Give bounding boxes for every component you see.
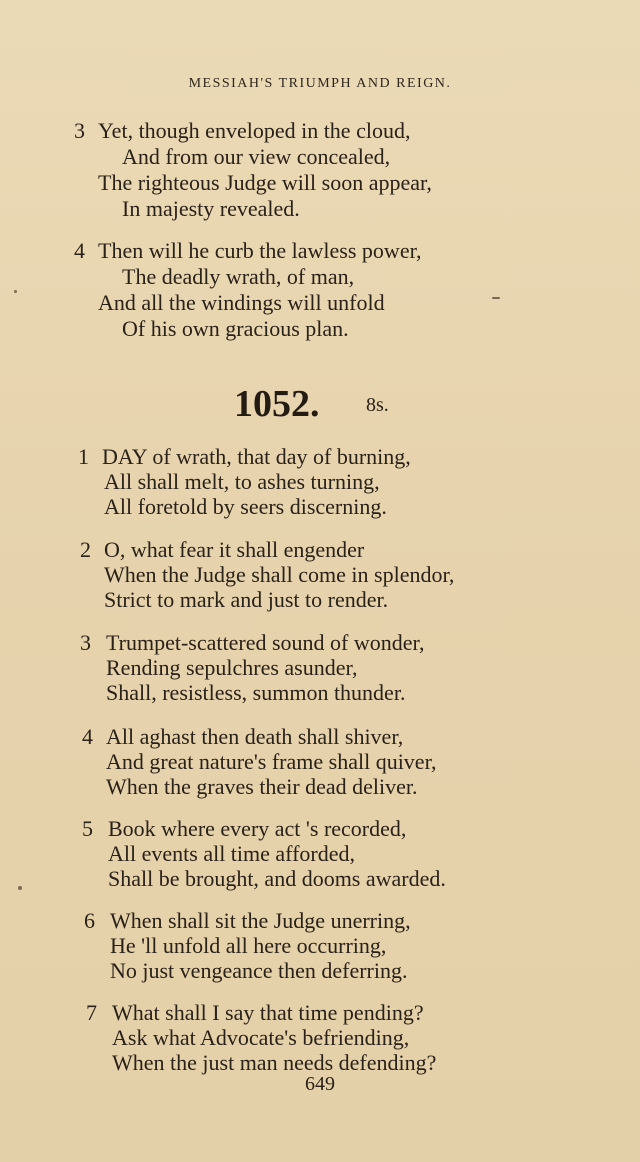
stanza-line: When shall sit the Judge unerring,	[110, 908, 411, 933]
stanza-line: When the just man needs defending?	[112, 1050, 437, 1075]
stanza-line: Shall, resistless, summon thunder.	[106, 680, 406, 705]
stanza-line: In majesty revealed.	[122, 196, 300, 221]
running-head: MESSIAH'S TRIUMPH AND REIGN.	[188, 76, 452, 91]
paper-speck	[14, 290, 17, 293]
stanza-line: DAY of wrath, that day of burning,	[102, 444, 411, 469]
stanza-line: No just vengeance then deferring.	[110, 958, 408, 983]
stanza-line: All foretold by seers discerning.	[104, 494, 387, 519]
stanza-number: 7	[86, 1000, 97, 1025]
stanza-line: Book where every act 's recorded,	[108, 816, 407, 841]
stanza-line: Then will he curb the lawless power,	[98, 238, 422, 263]
stanza-line: All shall melt, to ashes turning,	[104, 469, 380, 494]
stanza-line: And great nature's frame shall quiver,	[106, 749, 437, 774]
stanza-line: And all the windings will unfold	[98, 290, 385, 315]
stanza-line: Rending sepulchres asunder,	[106, 655, 358, 680]
stanza-line: When the graves their dead deliver.	[106, 774, 418, 799]
paper-speck	[492, 297, 500, 299]
stanza-line: Strict to mark and just to render.	[104, 587, 389, 612]
stanza-line: Shall be brought, and dooms awarded.	[108, 866, 446, 891]
stanza-line: Ask what Advocate's befriending,	[112, 1025, 410, 1050]
stanza-number: 3	[80, 630, 91, 655]
stanza-line: And from our view concealed,	[122, 144, 391, 169]
stanza-number: 4	[82, 724, 93, 749]
stanza-line: When the Judge shall come in splendor,	[104, 562, 455, 587]
page-number: 649	[305, 1073, 335, 1095]
stanza-line: Trumpet-scattered sound of wonder,	[106, 630, 425, 655]
stanza-line: All aghast then death shall shiver,	[106, 724, 404, 749]
stanza-line: The righteous Judge will soon appear,	[98, 170, 432, 195]
stanza-line: He 'll unfold all here occurring,	[110, 933, 387, 958]
hymn-number: 1052.	[234, 383, 320, 425]
hymn-meter: 8s.	[366, 394, 389, 416]
hymn-header	[0, 382, 640, 426]
stanza-number: 1	[78, 444, 89, 469]
stanza-number: 5	[82, 816, 93, 841]
stanza-line: The deadly wrath, of man,	[122, 264, 355, 289]
stanza-line: All events all time afforded,	[108, 841, 356, 866]
paper-speck	[18, 886, 22, 890]
stanza-line: Yet, though enveloped in the cloud,	[98, 118, 411, 143]
stanza-number: 6	[84, 908, 95, 933]
stanza-line: What shall I say that time pending?	[112, 1000, 424, 1025]
stanza-line: O, what fear it shall engender	[104, 537, 365, 562]
stanza-number: 2	[80, 537, 91, 562]
stanza-number: 3	[74, 118, 85, 143]
stanza-line: Of his own gracious plan.	[122, 316, 349, 341]
stanza-number: 4	[74, 238, 85, 263]
